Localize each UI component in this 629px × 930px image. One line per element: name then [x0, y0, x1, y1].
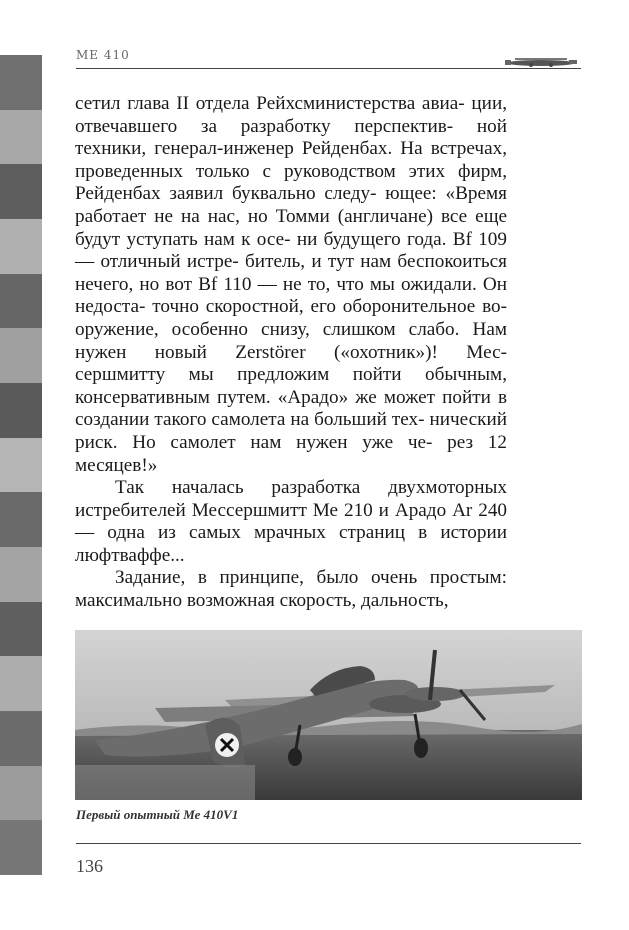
figure-caption: Первый опытный Ме 410V1: [76, 807, 239, 822]
paragraph-3: Задание, в принципе, было очень простым: максимально возможная скорость, дальность,: [75, 567, 507, 612]
paragraph-2: Так началась разработка двухмоторных истребителей Мессершмитт Ме 210 и Арадо Ar 240 — одна из самых мрачных страниц в истории люфтваффе...: [75, 477, 508, 566]
airplane-icon: [501, 54, 581, 70]
aircraft-photo: [75, 630, 582, 800]
body-text: [75, 93, 507, 613]
footer-rule: [76, 843, 581, 844]
running-title: ME 410: [76, 48, 130, 62]
page-edge-pattern: [0, 55, 42, 875]
paragraph-1: сетил глава II отдела Рейхсминистерства авиа- ции, отвечавшего за разработку перспектив- ной техники, генерал-инженер Рейденбах. На встречах, проведенных только с руководством этих фирм, Рейденбах заявил буквально следу- ющее: «Время работает не на нас, но Томми (англичане) все еще будут уступать нам к осе- ни будущего года. Bf 109 — отличный истре- битель, и тут нам беспокоиться нечего, но вот Bf 110 — не то, что мы ожидали. Он недоста- точно скоростной, его оборонительное во- оружение, особенно снизу, слишком слабо. Нам нужен новый Zerstörer («охотник»)! Мес- сершмитту мы предложим пойти обычным, консервативным путем. «Арадо» же может пойти в создании такого самолета на больший тех- нический риск. Но самолет нам нужен уже че- рез 12 месяцев!»: [75, 93, 508, 476]
running-header: [76, 48, 581, 72]
page-number: 136: [76, 856, 103, 876]
aircraft-photo-image: [75, 630, 582, 800]
